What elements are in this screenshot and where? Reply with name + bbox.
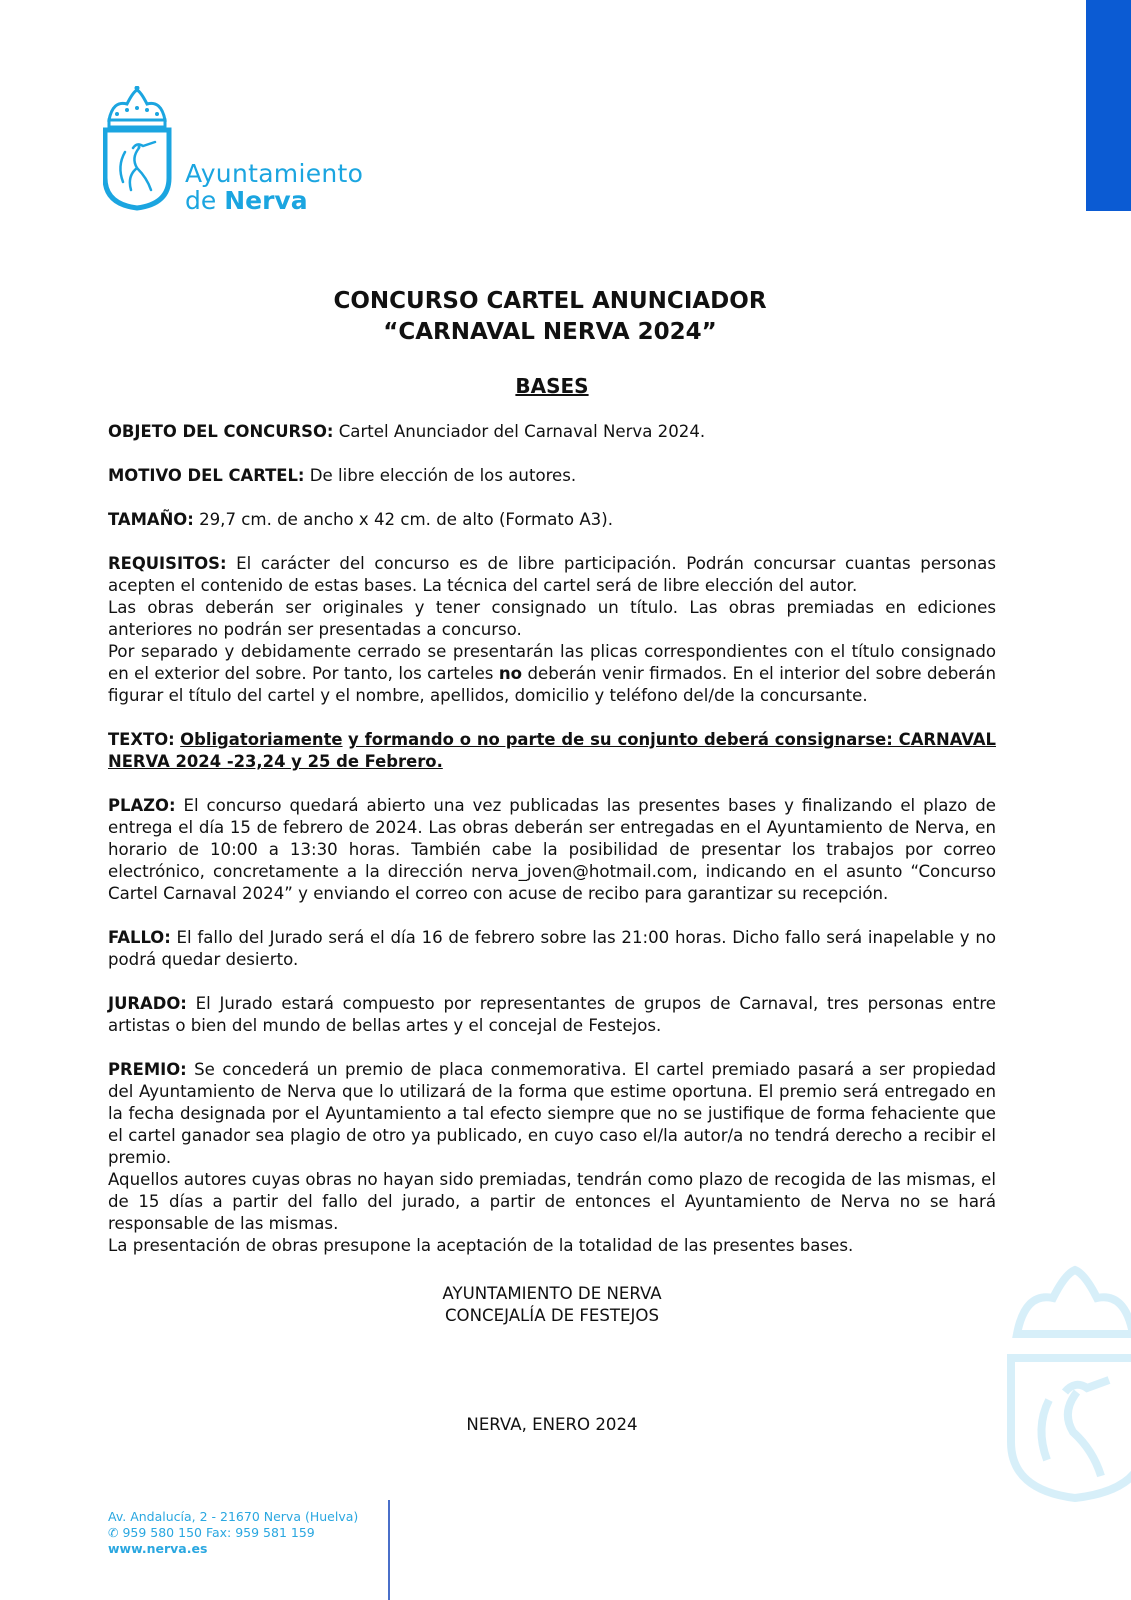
- signature-block: [0, 1283, 1104, 1327]
- bases-heading: BASES: [515, 374, 589, 398]
- premio-paragraph-3: La presentación de obras presupone la aceptación de la totalidad de las presentes bases.: [108, 1236, 854, 1255]
- section-jurado: JURADO: El Jurado estará compuesto por representantes de grupos de Carnaval, tres personas entre artistas o bien del mundo de bellas artes y el concejal de Festejos.: [108, 994, 996, 1035]
- footer-contact: [108, 1509, 358, 1557]
- document-title: [0, 286, 1100, 348]
- section-requisitos: REQUISITOS: El carácter del concurso es de libre participación. Podrán concursar cuantas personas acepten el contenido de estas bases. La técnica del cartel será de libre elección del autor.: [108, 554, 996, 595]
- signature-line1: AYUNTAMIENTO DE NERVA: [442, 1284, 662, 1303]
- section-plazo: PLAZO: El concurso quedará abierto una vez publicadas las presentes bases y finalizando el plazo de entrega el día 15 de febrero de 2024. Las obras deberán ser entregadas en el Ayuntamiento de Nerva, en horario de 10:00 a 13:30 horas. También cabe la posibilidad de presentar los trabajos por correo electrónico, concretamente a la dirección nerva_joven@hotmail.com, indicando en el asunto “Concurso Cartel Carnaval 2024” y enviando el correo con acuse de recibo para garantizar su recepción.: [108, 796, 996, 903]
- logo-line1: Ayuntamiento: [185, 159, 364, 188]
- requisitos-paragraph-2: Las obras deberán ser originales y tener consignado un título. Las obras premiadas en ediciones anteriores no podrán ser presentadas a concurso.: [108, 598, 996, 639]
- logo-wordmark: [185, 160, 363, 214]
- document-body: [108, 421, 996, 1257]
- section-objeto: OBJETO DEL CONCURSO: Cartel Anunciador del Carnaval Nerva 2024.: [108, 422, 706, 441]
- footer-phone: ✆ 959 580 150 Fax: 959 581 159: [108, 1525, 315, 1540]
- requisitos-paragraph-3: Por separado y debidamente cerrado se presentarán las plicas correspondientes con el título consignado en el exterior del sobre. Por tanto, los carteles no deberán venir firmados. En el interior del sobre deberán figurar el título del cartel y el nombre, apellidos, domicilio y teléfono del/de la concursante.: [108, 642, 996, 705]
- logo-line2: de Nerva: [185, 186, 308, 215]
- footer-website-link[interactable]: www.nerva.es: [108, 1541, 208, 1556]
- section-tamano: TAMAÑO: 29,7 cm. de ancho x 42 cm. de alto (Formato A3).: [108, 510, 613, 529]
- accent-bar: [1086, 0, 1131, 211]
- footer-divider: [388, 1500, 390, 1600]
- signature-line2: CONCEJALÍA DE FESTEJOS: [444, 1306, 660, 1325]
- section-motivo: MOTIVO DEL CARTEL: De libre elección de los autores.: [108, 466, 577, 485]
- title-line2: “CARNAVAL NERVA 2024”: [383, 319, 717, 345]
- section-fallo: FALLO: El fallo del Jurado será el día 16 de febrero sobre las 21:00 horas. Dicho fallo será inapelable y no podrá quedar desierto.: [108, 928, 996, 969]
- premio-paragraph-2: Aquellos autores cuyas obras no hayan sido premiadas, tendrán como plazo de recogida de las mismas, el de 15 días a partir del fallo del jurado, a partir de entonces el Ayuntamiento de Nerva no se hará responsable de las mismas.: [108, 1170, 996, 1233]
- title-line1: CONCURSO CARTEL ANUNCIADOR: [333, 288, 767, 314]
- footer-address: Av. Andalucía, 2 - 21670 Nerva (Huelva): [108, 1509, 359, 1524]
- section-premio: PREMIO: Se concederá un premio de placa conmemorativa. El cartel premiado pasará a ser propiedad del Ayuntamiento de Nerva que lo utilizará de la forma que estime oportuna. El premio será entregado en la fecha designada por el Ayuntamiento a tal efecto siempre que no se justifique de forma fehaciente que el cartel ganador sea plagio de otro ya publicado, en cuyo caso el/la autor/a no tendrá derecho a recibir el premio.: [108, 1060, 996, 1167]
- place-date: NERVA, ENERO 2024: [466, 1415, 638, 1434]
- crest-watermark-icon: [1005, 1262, 1131, 1502]
- section-texto: TEXTO: Obligatoriamente y formando o no parte de su conjunto deberá consignarse: CARNAVAL NERVA 2024 -23,24 y 25 de Febrero.: [108, 730, 996, 771]
